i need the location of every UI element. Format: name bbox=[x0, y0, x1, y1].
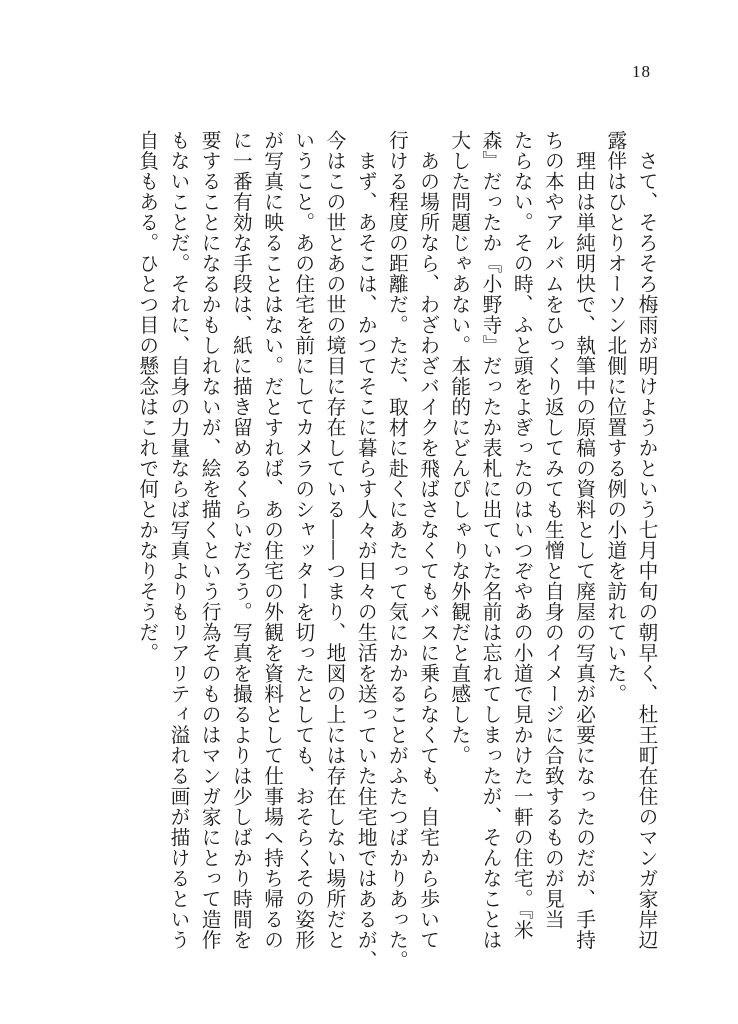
text-line: まず、あそこは、かつてそこに暮らす人々が日々の生活を送っていた住宅地ではあるが、 bbox=[354, 130, 378, 971]
text-line: あの場所なら、わざわざバイクを飛ばさなくてもバスに乗らなくても、自宅から歩いて bbox=[416, 130, 440, 950]
text-line: 大した問題じゃあない。本能的にどんぴしゃりな外観だと直感した。 bbox=[447, 130, 471, 766]
text-line: 行ける程度の距離だ。ただ、取材に赴くにあたって気にかかることがふたつばかりあった。 bbox=[385, 130, 409, 971]
text-line: さて、そろそろ梅雨が明けようかという七月中旬の朝早く、杜王町在住のマンガ家岸辺 bbox=[635, 130, 658, 950]
text-line: が写真に映ることはない。だとすれば、あの住宅の外観を資料として仕事場へ持ち帰るの bbox=[260, 130, 284, 950]
text-line: たらない。その時、ふと頭をよぎったのはいつぞやあの小道で見かけた一軒の住宅。『米 bbox=[510, 130, 534, 941]
text-line: 森』だったか『小野寺』だったか表札に出ていた名前は忘れてしまったが、そんなことは bbox=[478, 130, 502, 950]
text-line: いうこと。あの住宅を前にしてカメラのシャッターを切ったとしても、おそらくその姿形 bbox=[291, 130, 315, 950]
page-number: 18 bbox=[632, 62, 651, 81]
text-line: 露伴はひとりオーソン北側に位置する例の小道を訪れていた。 bbox=[603, 130, 627, 704]
text-line: 理由は単純明快で、執筆中の原稿の資料として廃屋の写真が必要になったのだが、手持 bbox=[572, 130, 596, 950]
text-line: に一番有効な手段は、紙に描き留めるくらいだろう。写真を撮るよりは少しばかり時間を bbox=[229, 130, 253, 950]
text-line: もないことだ。それに、自身の力量ならば写真よりもリアリティ溢れる画が描けるという bbox=[166, 130, 190, 950]
text-line: 今はこの世とあの世の境目に存在している――つまり、地図の上には存在しない場所だと bbox=[322, 130, 346, 950]
vertical-text-body bbox=[132, 130, 662, 971]
text-line: ちの本やアルバムをひっくり返してみても生憎と自身のイメージに合致するものが見当 bbox=[541, 130, 565, 930]
text-line: 自負もある。ひとつ目の懸念はこれで何とかなりそうだ。 bbox=[135, 130, 159, 663]
text-line: 要することになるかもしれないが、絵を描くという行為そのものはマンガ家にとって造作 bbox=[198, 130, 222, 950]
